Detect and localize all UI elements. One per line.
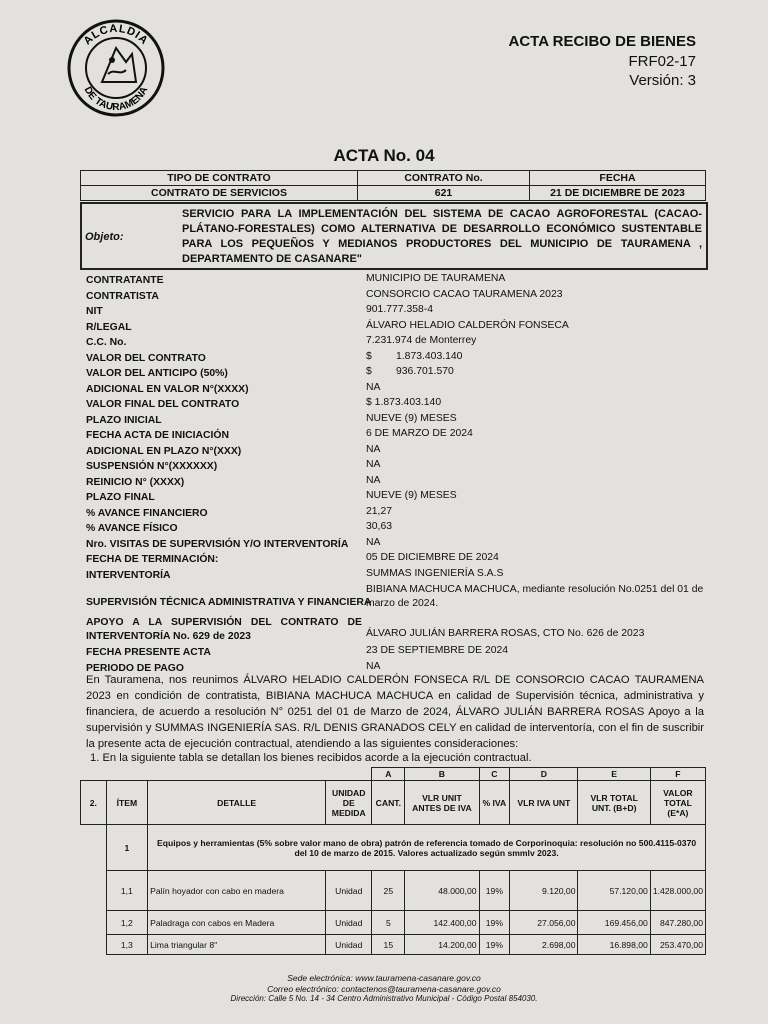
- field-row: [86, 645, 716, 661]
- contract-date-value: 21 DE DICIEMBRE DE 2023: [530, 186, 706, 201]
- field-label: VALOR DEL CONTRATO: [86, 352, 206, 364]
- contract-table: [80, 170, 706, 201]
- numbered-item-1: 1. En la siguiente tabla se detallan los bienes recibidos acorde a la ejecución contractual.: [90, 752, 532, 764]
- field-label: ADICIONAL EN VALOR N°(XXXX): [86, 383, 249, 395]
- cell-detalle: Palín hoyador con cabo en madera: [148, 871, 326, 911]
- column-header: VLR IVA UNT: [510, 781, 578, 825]
- cell-vlr: 14.200,00: [405, 935, 479, 955]
- field-value: BIBIANA MACHUCA MACHUCA, mediante resolución No.0251 del 01 de marzo de 2024.: [366, 584, 704, 609]
- document-version: Versión: 3: [629, 72, 696, 89]
- footer-website: Sede electrónica: www.tauramena-casanare.gov.co: [287, 973, 481, 983]
- cell-total: 253.470,00: [650, 935, 705, 955]
- column-header: VALOR TOTAL (E*A): [650, 781, 705, 825]
- field-value: 6 DE MARZO DE 2024: [366, 428, 473, 439]
- field-label: PLAZO FINAL: [86, 492, 155, 503]
- field-label: R/LEGAL: [86, 321, 132, 333]
- field-row: [86, 521, 716, 537]
- field-label: SUPERVISIÓN TÉCNICA ADMINISTRATIVA Y FINANCIERA: [86, 597, 372, 608]
- field-value: 936.701.570: [396, 366, 454, 377]
- column-letter: F: [650, 768, 705, 781]
- field-label: Nro. VISITAS DE SUPERVISIÓN Y/O INTERVENTORÍA: [86, 538, 349, 550]
- column-header: CANT.: [372, 781, 405, 825]
- cell-cant: 25: [372, 871, 405, 911]
- field-label: % AVANCE FINANCIERO: [86, 507, 208, 519]
- field-value: MUNICIPIO DE TAURAMENA: [366, 273, 506, 284]
- contract-fields: [86, 273, 716, 676]
- field-value: NUEVE (9) MESES: [366, 490, 457, 501]
- column-header: VLR TOTAL UNT. (B+D): [578, 781, 650, 825]
- field-label: PLAZO INICIAL: [86, 414, 162, 426]
- alcaldia-seal-logo: [66, 18, 166, 118]
- svg-text:ALCALDIA: ALCALDIA: [81, 22, 151, 48]
- table-number: 2.: [81, 781, 107, 825]
- field-value: NA: [366, 381, 381, 393]
- cell-iva: 19%: [479, 871, 510, 911]
- field-label: CONTRATISTA: [86, 290, 159, 302]
- cell-detalle: Lima triangular 8": [148, 935, 326, 955]
- field-row: [86, 320, 716, 336]
- field-row-supervision: [86, 583, 716, 614]
- column-letter: E: [578, 768, 650, 781]
- field-row: [86, 490, 716, 506]
- field-label: NIT: [86, 306, 103, 317]
- cell-total-unt: 169.456,00: [578, 911, 650, 935]
- cell-unidad: Unidad: [326, 911, 372, 935]
- cell-unidad: Unidad: [326, 871, 372, 911]
- column-letter: D: [510, 768, 578, 781]
- acta-number: ACTA No. 04: [333, 146, 435, 165]
- field-row: [86, 444, 716, 460]
- field-row: [86, 397, 716, 413]
- table-row: [81, 871, 706, 911]
- cell-item: 1,1: [106, 871, 148, 911]
- table-row: [81, 911, 706, 935]
- cell-cant: 5: [372, 911, 405, 935]
- cell-cant: 15: [372, 935, 405, 955]
- field-value: NA: [366, 536, 381, 548]
- field-value: CONSORCIO CACAO TAURAMENA 2023: [366, 288, 563, 300]
- field-value: NA: [366, 459, 381, 470]
- field-row: [86, 537, 716, 553]
- cell-item: 1,2: [106, 911, 148, 935]
- field-label: VALOR FINAL DEL CONTRATO: [86, 399, 240, 410]
- cell-detalle: Paladraga con cabos en Madera: [148, 911, 326, 935]
- footer-email: Correo electrónico: contactenos@tauramena-casanare.gov.co: [267, 984, 501, 994]
- goods-table: [80, 767, 706, 955]
- field-row: [86, 382, 716, 398]
- cell-vlr: 142.400,00: [405, 911, 479, 935]
- cell-total-unt: 16.898,00: [578, 935, 650, 955]
- currency-sign: $: [366, 350, 372, 362]
- contract-number-value: 621: [358, 186, 530, 201]
- field-row: [86, 428, 716, 444]
- field-label: SUSPENSIÓN N°(XXXXXX): [86, 461, 218, 472]
- objeto-box: [80, 202, 708, 270]
- field-value: NA: [366, 474, 381, 486]
- column-header: VLR UNIT ANTES DE IVA: [405, 781, 479, 825]
- document-code: FRF02-17: [628, 53, 696, 70]
- column-header: ÍTEM: [106, 781, 148, 825]
- field-value: NUEVE (9) MESES: [366, 412, 457, 424]
- cell-unidad: Unidad: [326, 935, 372, 955]
- field-label: FECHA PRESENTE ACTA: [86, 647, 211, 658]
- field-value: NA: [366, 443, 381, 455]
- field-label: INTERVENTORÍA: [86, 569, 171, 581]
- field-row: [86, 475, 716, 491]
- field-label: FECHA ACTA DE INICIACIÓN: [86, 430, 229, 441]
- contract-type-value: CONTRATO DE SERVICIOS: [81, 186, 358, 201]
- field-row: [86, 568, 716, 584]
- field-value: $ 1.873.403.140: [366, 397, 442, 408]
- objeto-label: Objeto:: [85, 231, 124, 243]
- field-row: [86, 335, 716, 351]
- contract-number-header: CONTRATO No.: [358, 171, 530, 186]
- footer-address: Dirección: Calle 5 No. 14 - 34 Centro Administrativo Municipal - Código Postal 854030.: [230, 994, 538, 1003]
- body-paragraph: En Tauramena, nos reunimos ÁLVARO HELADIO CALDERÓN FONSECA R/L DE CONSORCIO CACAO TAURAMENA 2023 en condición de contratista, BIBIANA MACHUCA MACHUCA en calidad de Supervisión técnica, administrativa y financiera, de acuerdo a resolución N° 0251 del 01 de Marzo de 2024, ÁLVARO JULIÁN BARRERA ROSAS Apoyo a la supervisión y SUMMAS INGENIERÍA SAS. R/L DENIS GRANADOS CELY en calidad de interventoría, con el fin de suscribir la presente acta de ejecución contractual, atendiendo a las siguientes consideraciones:: [86, 674, 704, 750]
- field-row: [86, 351, 716, 367]
- field-value: ÁLVARO HELADIO CALDERÓN FONSECA: [366, 319, 569, 331]
- cell-vlr-iva: 2.698,00: [510, 935, 578, 955]
- field-label: VALOR DEL ANTICIPO (50%): [86, 368, 228, 379]
- field-label: APOYO A LA SUPERVISIÓN DEL CONTRATO DE INTERVENTORÍA No. 629 de 2023: [86, 617, 362, 642]
- field-value: 7.231.974 de Monterrey: [366, 335, 477, 346]
- objeto-text: SERVICIO PARA LA IMPLEMENTACIÓN DEL SISTEMA DE CACAO AGROFORESTAL (CACAO-PLÁTANO-FORESTALES) COMO ALTERNATIVA DE DESARROLLO ECONÓMICO SUSTENTABLE PARA LOS PEQUEÑOS Y MEDIANOS PRODUCTORES DEL MUNICIPIO DE TAURAMENA , DEPARTAMENTO DE CASANARE": [182, 208, 702, 265]
- field-row: [86, 289, 716, 305]
- field-row: [86, 413, 716, 429]
- field-value: NA: [366, 660, 381, 672]
- contract-type-header: TIPO DE CONTRATO: [81, 171, 358, 186]
- field-value: 23 DE SEPTIEMBRE DE 2024: [366, 645, 509, 656]
- field-value: ÁLVARO JULIÁN BARRERA ROSAS, CTO No. 626 de 2023: [366, 628, 645, 639]
- field-label: REINICIO N° (XXXX): [86, 476, 185, 488]
- column-header: DETALLE: [148, 781, 326, 825]
- contract-date-header: FECHA: [530, 171, 706, 186]
- column-letter: C: [479, 768, 510, 781]
- field-value: 901.777.358-4: [366, 304, 434, 315]
- field-value: 05 DE DICIEMBRE DE 2024: [366, 552, 499, 563]
- cell-item: 1,3: [106, 935, 148, 955]
- field-value: 1.873.403.140: [396, 350, 463, 362]
- group-description: Equipos y herramientas (5% sobre valor mano de obra) patrón de referencia tomado de Corporinoquia: resolución no 500.4115-0370 del 10 de marzo de 2015. Valores actualizado según smmlv 2023.: [148, 825, 706, 871]
- cell-total: 847.280,00: [650, 911, 705, 935]
- field-value: 21,27: [366, 505, 393, 517]
- group-item: 1: [106, 825, 148, 871]
- field-label: FECHA DE TERMINACIÓN:: [86, 554, 219, 565]
- cell-iva: 19%: [479, 935, 510, 955]
- column-header: UNIDAD DE MEDIDA: [326, 781, 372, 825]
- field-row: [86, 552, 716, 568]
- field-label: % AVANCE FÍSICO: [86, 523, 178, 534]
- svg-text:DE TAURAMENA: DE TAURAMENA: [81, 85, 151, 114]
- field-row-apoyo: [86, 614, 716, 645]
- field-label: ADICIONAL EN PLAZO N°(XXX): [86, 445, 242, 457]
- field-value: SUMMAS INGENIERÍA S.A.S: [366, 567, 504, 579]
- field-row: [86, 304, 716, 320]
- field-label: PERIODO DE PAGO: [86, 662, 184, 674]
- document-title: ACTA RECIBO DE BIENES: [508, 33, 696, 50]
- field-label: CONTRATANTE: [86, 275, 164, 286]
- field-row: [86, 459, 716, 475]
- column-letter: A: [372, 768, 405, 781]
- cell-total-unt: 57.120,00: [578, 871, 650, 911]
- field-row: [86, 273, 716, 289]
- cell-vlr-iva: 9.120,00: [510, 871, 578, 911]
- currency-sign: $: [366, 366, 372, 377]
- field-value: 30,63: [366, 521, 393, 532]
- field-row: [86, 366, 716, 382]
- cell-vlr: 48.000,00: [405, 871, 479, 911]
- cell-vlr-iva: 27.056,00: [510, 911, 578, 935]
- column-header: % IVA: [479, 781, 510, 825]
- field-label: C.C. No.: [86, 337, 127, 348]
- column-letter: B: [405, 768, 479, 781]
- cell-total: 1.428.000,00: [650, 871, 705, 911]
- cell-iva: 19%: [479, 911, 510, 935]
- field-row: [86, 506, 716, 522]
- table-row: [81, 935, 706, 955]
